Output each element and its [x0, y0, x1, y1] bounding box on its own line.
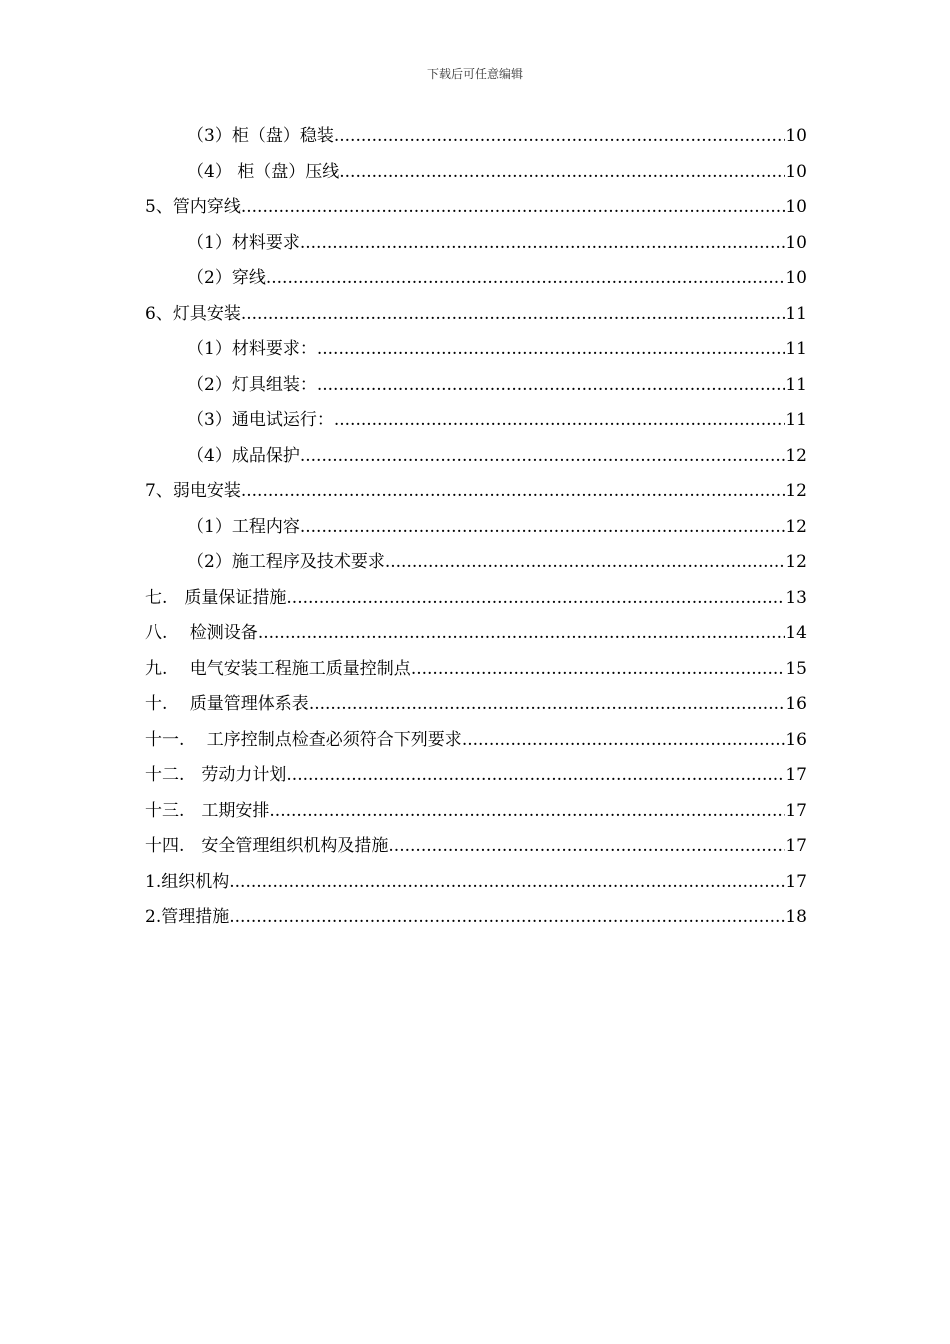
toc-entry-title: 十四. 安全管理组织机构及措施	[145, 836, 389, 856]
toc-entry-page: 10	[785, 268, 807, 288]
toc-entry-title: 5、管内穿线	[145, 197, 241, 217]
toc-entry[interactable]	[145, 545, 807, 581]
toc-entry[interactable]	[145, 190, 807, 226]
toc-entry-page: 16	[785, 729, 807, 750]
toc-dot-leader	[258, 616, 786, 652]
toc-entry-page: 10	[785, 232, 807, 253]
toc-dot-leader	[286, 581, 785, 617]
toc-entry-page: 17	[785, 765, 807, 785]
toc-entry-title: （4）成品保护	[187, 445, 300, 466]
toc-entry-title: （1）工程内容	[187, 516, 300, 537]
toc-entry-page: 13	[785, 587, 807, 608]
page-header: 下载后可任意编辑	[426, 67, 523, 81]
toc-entry-title: （2）灯具组装：	[187, 374, 317, 395]
toc-entry[interactable]	[145, 297, 807, 333]
toc-entry-page: 12	[785, 481, 807, 501]
toc-entry-title: （3）柜（盘）稳装	[187, 126, 334, 146]
toc-entry-title: 2.管理措施	[145, 907, 230, 927]
toc-entry[interactable]	[145, 474, 807, 510]
toc-dot-leader	[462, 723, 786, 759]
toc-entry[interactable]	[145, 829, 807, 865]
toc-entry-page: 18	[785, 907, 807, 927]
toc-entry[interactable]	[145, 261, 807, 297]
toc-entry[interactable]	[145, 368, 807, 404]
toc-entry[interactable]	[145, 403, 807, 439]
toc-dot-leader	[309, 687, 786, 723]
toc-dot-leader	[334, 119, 786, 155]
toc-entry[interactable]	[145, 865, 807, 901]
toc-entry-title: （2）施工程序及技术要求	[187, 552, 385, 572]
toc-entry-title: （1）材料要求	[187, 232, 300, 253]
toc-entry-page: 10	[785, 126, 807, 146]
toc-entry-title: 十. 质量管理体系表	[145, 694, 309, 714]
toc-entry-title: 十二. 劳动力计划	[145, 765, 287, 785]
toc-entry-page: 17	[785, 871, 807, 892]
toc-entry[interactable]	[145, 332, 807, 368]
toc-dot-leader	[269, 794, 785, 830]
toc-dot-leader	[385, 545, 786, 581]
toc-entry-page: 17	[785, 836, 807, 856]
toc-entry-page: 14	[785, 623, 807, 643]
toc-entry-page: 12	[785, 552, 807, 572]
toc-entry-title: 七. 质量保证措施	[145, 587, 287, 608]
toc-entry-page: 10	[785, 161, 807, 182]
toc-entry[interactable]	[145, 439, 807, 475]
toc-entry-page: 12	[785, 445, 807, 466]
toc-dot-leader	[229, 865, 785, 901]
toc-entry[interactable]	[145, 155, 807, 191]
toc-entry-title: 1.组织机构	[145, 871, 230, 892]
toc-entry-page: 11	[785, 410, 807, 430]
toc-entry-title: 7、弱电安装	[145, 481, 241, 501]
toc-entry-title: 八. 检测设备	[145, 623, 258, 643]
toc-entry-title: （2）穿线	[187, 268, 266, 288]
toc-entry[interactable]	[145, 723, 807, 759]
toc-entry-page: 11	[785, 303, 807, 324]
toc-dot-leader	[317, 368, 786, 404]
toc-dot-leader	[300, 439, 786, 475]
toc-dot-leader	[300, 226, 786, 262]
toc-dot-leader	[300, 510, 786, 546]
toc-entry-page: 17	[785, 800, 807, 821]
toc-entry-title: 九. 电气安装工程施工质量控制点	[145, 658, 411, 679]
toc-dot-leader	[317, 332, 786, 368]
toc-dot-leader	[241, 297, 786, 333]
toc-entry[interactable]	[145, 616, 807, 652]
toc-entry-title: （4） 柜（盘）压线	[187, 161, 340, 182]
toc-entry[interactable]	[145, 581, 807, 617]
toc-entry-page: 10	[785, 197, 807, 217]
toc-entry-page: 11	[785, 339, 807, 359]
toc-entry-page: 12	[785, 516, 807, 537]
toc-entry-page: 15	[785, 658, 807, 679]
toc-dot-leader	[339, 155, 785, 191]
toc-dot-leader	[388, 829, 785, 865]
toc-entry[interactable]	[145, 794, 807, 830]
toc-entry-title: （1）材料要求：	[187, 339, 317, 359]
toc-entry-page: 11	[785, 374, 807, 395]
toc-dot-leader	[229, 900, 785, 936]
toc-entry-title: 6、灯具安装	[145, 303, 241, 324]
toc-dot-leader	[241, 190, 786, 226]
table-of-contents	[145, 119, 807, 936]
toc-entry-title: 十三. 工期安排	[145, 800, 270, 821]
toc-entry[interactable]	[145, 758, 807, 794]
toc-entry-title: 十一. 工序控制点检查必须符合下列要求	[145, 729, 462, 750]
toc-entry[interactable]	[145, 226, 807, 262]
toc-dot-leader	[334, 403, 786, 439]
toc-dot-leader	[286, 758, 785, 794]
toc-entry[interactable]	[145, 510, 807, 546]
toc-entry[interactable]	[145, 900, 807, 936]
toc-entry[interactable]	[145, 687, 807, 723]
toc-entry[interactable]	[145, 652, 807, 688]
toc-entry-page: 16	[785, 694, 807, 714]
toc-entry[interactable]	[145, 119, 807, 155]
toc-entry-title: （3）通电试运行：	[187, 410, 334, 430]
toc-dot-leader	[241, 474, 786, 510]
toc-dot-leader	[266, 261, 786, 297]
toc-dot-leader	[411, 652, 786, 688]
